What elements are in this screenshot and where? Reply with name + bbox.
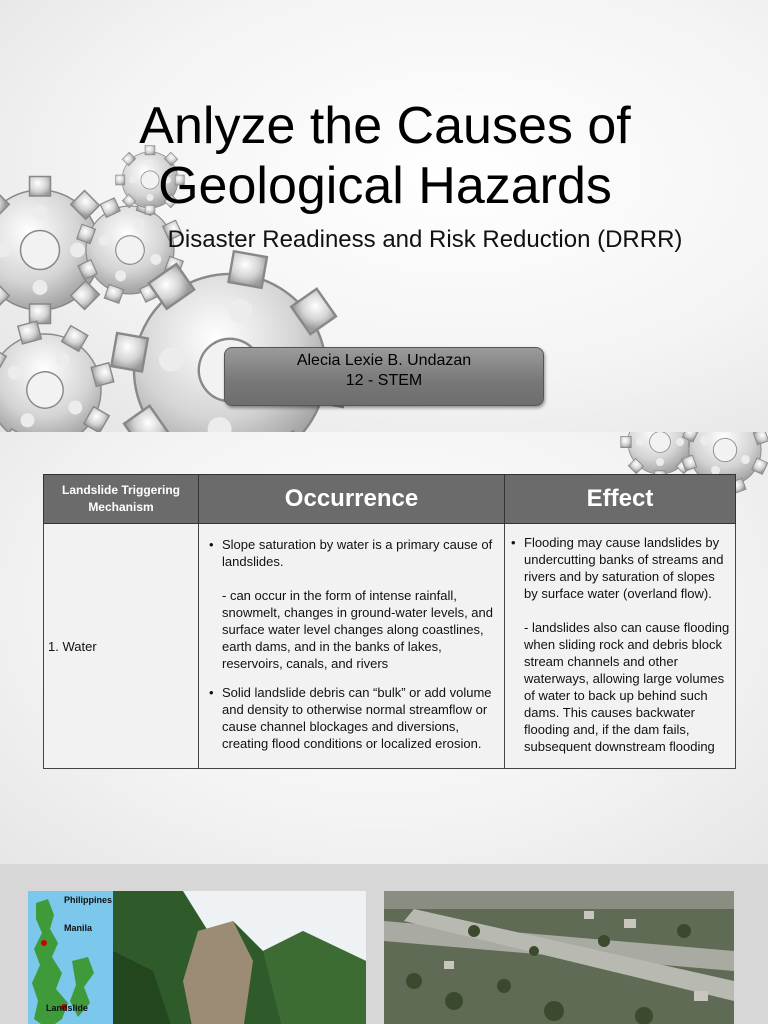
presentation-title (60, 96, 710, 216)
title-slide (0, 0, 768, 432)
map-label-landslide: Landslide (46, 1003, 89, 1013)
author-box (224, 347, 544, 406)
photo-slide (0, 864, 768, 1024)
aerial-flood-image (384, 891, 734, 1024)
author-section: 12 - STEM (345, 372, 423, 389)
table-header-row (44, 475, 736, 524)
table-row (44, 524, 736, 769)
landslide-table (43, 474, 736, 769)
table-slide (0, 432, 768, 864)
title-line-1: Anlyze the Causes of (139, 97, 631, 155)
occurrence-text-2: - can occur in the form of intense rainfall, snowmelt, changes in ground-water levels, and surface water level changes along coastlines, earth dams, and in the banks of lakes, reservoirs, canals, and rivers (222, 588, 493, 671)
effect-text-2: - landslides also can cause flooding when sliding rock and debris block stream channels and other waterways, allowing large volumes of water to back up behind such dams. This causes backwater flooding and, if the dam fails, subsequent downstream flooding (524, 619, 730, 754)
philippines-map (28, 891, 113, 1024)
list-item (209, 536, 498, 672)
bullet-icon: • (511, 534, 516, 550)
header-effect: Effect (505, 475, 736, 524)
effect-cell (505, 524, 736, 769)
header-mechanism: Landslide Triggering Mechanism (44, 475, 199, 524)
map-label-philippines: Philippines (64, 895, 113, 905)
map-label-manila: Manila (64, 923, 93, 933)
header-occurrence: Occurrence (199, 475, 505, 524)
bullet-icon: • (209, 685, 214, 700)
mechanism-cell: 1. Water (44, 524, 199, 769)
author-name: Alecia Lexie B. Undazan (296, 352, 472, 369)
flood-aerial-photo (384, 891, 734, 1024)
landslide-photo (28, 891, 366, 1024)
list-item (209, 684, 498, 752)
presentation-subtitle: Disaster Readiness and Risk Reduction (DRRR) (167, 226, 683, 253)
list-item (511, 534, 731, 755)
occurrence-cell (199, 524, 505, 769)
occurrence-text-1: Slope saturation by water is a primary cause of landslides. (222, 537, 493, 569)
effect-text-1: Flooding may cause landslides by undercutting banks of streams and rivers and by saturation of slopes by surface water (overland flow). (524, 534, 724, 601)
mountain-landslide-image (113, 891, 366, 1024)
bullet-icon: • (209, 537, 214, 552)
occurrence-text-3: Solid landslide debris can “bulk” or add volume and density to otherwise normal streamflow or cause channel blockages and diversions, creating flood conditions or localized erosion. (222, 685, 492, 751)
title-line-2: Geological Hazards (158, 157, 612, 215)
